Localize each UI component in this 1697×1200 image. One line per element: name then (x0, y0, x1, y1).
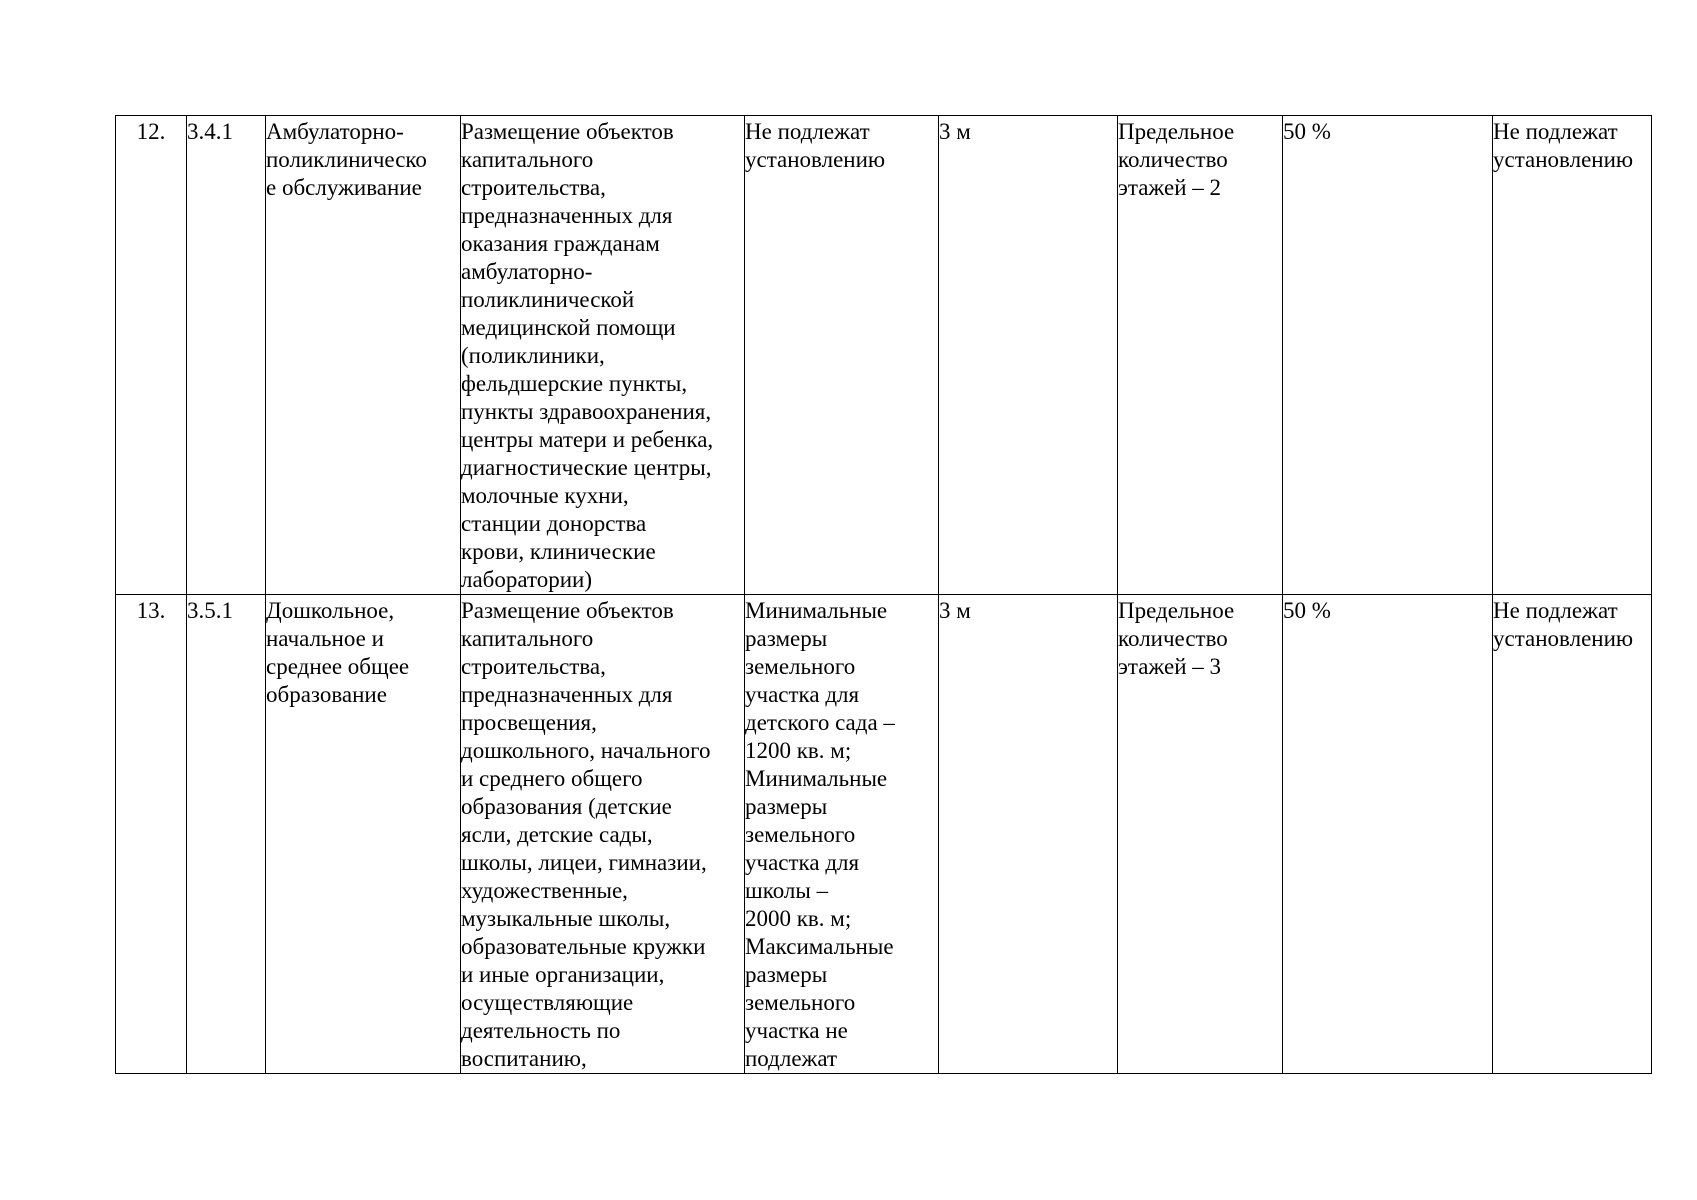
table-row (116, 116, 1652, 595)
row-number: 13. (116, 595, 187, 1074)
floors-limit: Предельное количество этажей – 3 (1118, 595, 1283, 1074)
setback: 3 м (939, 116, 1118, 595)
floors-limit: Предельное количество этажей – 2 (1118, 116, 1283, 595)
other-params: Не подлежат установлению (1493, 595, 1652, 1074)
use-description: Размещение объектов капитального строительства, предназначенных для оказания гражданам амбулаторно- поликлинической медицинской помощи (поликлиники, фельдшерские пункты, пункты здравоохранения, центры матери и ребенка, диагностические центры, молочные кухни, станции донорства крови, клинические лаборатории) (461, 116, 745, 595)
setback: 3 м (939, 595, 1118, 1074)
zoning-table (115, 115, 1652, 1074)
plot-size: Минимальные размеры земельного участка для детского сада – 1200 кв. м; Минимальные размеры земельного участка для школы – 2000 кв. м; Максимальные размеры земельного участка не подлежат (745, 595, 939, 1074)
plot-size: Не подлежат установлению (745, 116, 939, 595)
use-code: 3.4.1 (187, 116, 266, 595)
use-name: Амбулаторно- поликлиническо е обслуживание (266, 116, 461, 595)
row-number: 12. (116, 116, 187, 595)
use-code: 3.5.1 (187, 595, 266, 1074)
coverage-percent: 50 % (1283, 595, 1493, 1074)
use-description: Размещение объектов капитального строительства, предназначенных для просвещения, дошкольного, начального и среднего общего образования (детские ясли, детские сады, школы, лицеи, гимназии, художественные, музыкальные школы, образовательные кружки и иные организации, осуществляющие деятельность по воспитанию, (461, 595, 745, 1074)
table-row (116, 595, 1652, 1074)
coverage-percent: 50 % (1283, 116, 1493, 595)
other-params: Не подлежат установлению (1493, 116, 1652, 595)
use-name: Дошкольное, начальное и среднее общее образование (266, 595, 461, 1074)
